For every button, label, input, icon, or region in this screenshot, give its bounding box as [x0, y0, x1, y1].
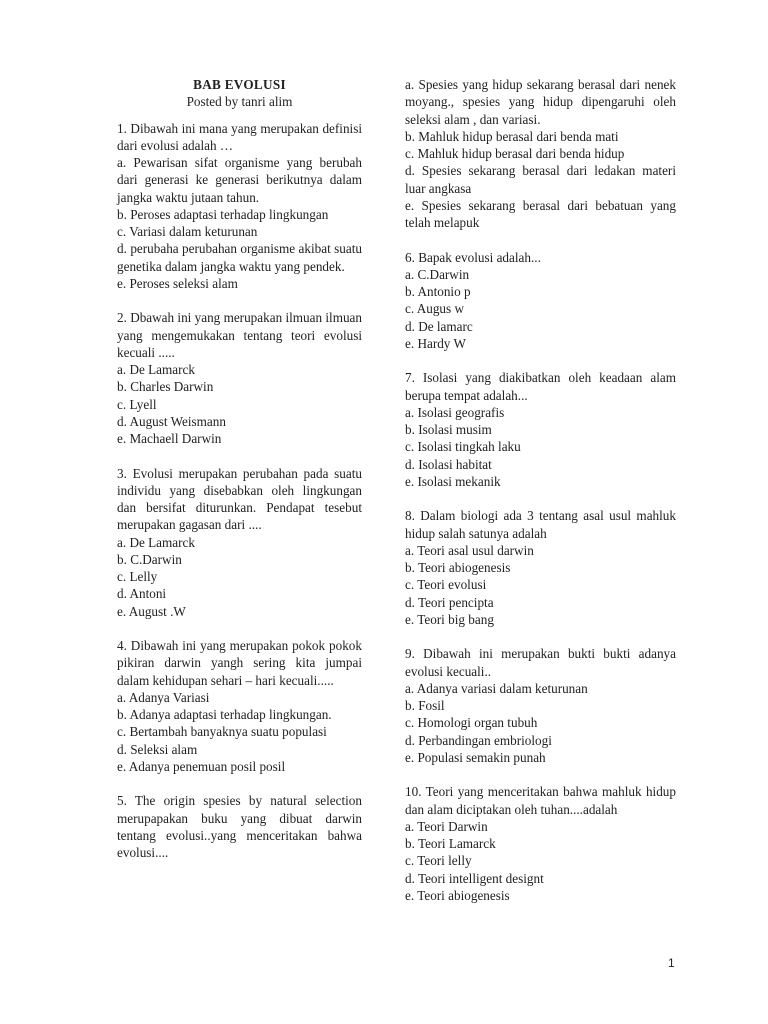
answer-option: c. Bertambah banyaknya suatu populasi	[117, 724, 327, 740]
answer-option: e. Spesies sekarang berasal dari bebatuan yang telah melapuk	[405, 197, 676, 230]
left-column	[117, 76, 362, 879]
question-block	[117, 637, 362, 775]
question-block	[117, 792, 362, 861]
author-line: Posted by tanri alim	[186, 94, 293, 110]
question-block	[117, 120, 362, 293]
answer-option: c. Lelly	[117, 569, 158, 584]
question-block	[405, 783, 676, 904]
answer-option: a. Spesies yang hidup sekarang berasal dari nenek moyang., spesies yang hidup dipengaruhi oleh seleksi alam , dan variasi.	[405, 77, 676, 127]
answer-option: a. Pewarisan sifat organisme yang berubah dari generasi ke generasi berikutnya dalam jangka waktu jutaan tahun.	[117, 155, 362, 205]
answer-option: d. August Weismann	[117, 413, 226, 429]
question-block	[405, 249, 676, 353]
answer-option: a. De Lamarck	[117, 362, 195, 377]
answer-option: b. C.Darwin	[117, 551, 182, 567]
question-block	[405, 369, 676, 490]
answer-option: d. Spesies sekarang berasal dari ledakan materi luar angkasa	[405, 163, 676, 196]
answer-option: c. Mahluk hidup berasal dari benda hidup	[405, 146, 625, 161]
answer-option: c. Variasi dalam keturunan	[117, 224, 258, 239]
answer-option: d. Isolasi habitat	[405, 456, 492, 472]
answer-option: d. Teori intelligent designt	[405, 870, 544, 886]
answer-option: b. Isolasi musim	[405, 422, 492, 437]
question-stem: 4. Dibawah ini yang merupakan pokok pokok pikiran darwin yangh sering kita jumpai dalam kehidupan sehari – hari kecuali.....	[117, 638, 362, 688]
answer-option: e. Isolasi mekanik	[405, 473, 501, 489]
answer-option: d. perubaha perubahan organisme akibat suatu genetika dalam jangka waktu yang pendek.	[117, 241, 362, 274]
question-block	[405, 645, 676, 766]
page-number: 1	[668, 956, 675, 970]
right-questions	[405, 76, 676, 904]
answer-option: a. Adanya variasi dalam keturunan	[405, 680, 588, 696]
answer-option: c. Augus w	[405, 301, 464, 317]
question-block	[117, 309, 362, 447]
left-questions	[117, 120, 362, 862]
document-title: BAB EVOLUSI	[193, 77, 286, 92]
question-stem: 9. Dibawah ini merupakan bukti bukti adanya evolusi kecuali..	[405, 646, 676, 679]
question-block	[117, 465, 362, 620]
answer-option: d. Seleksi alam	[117, 741, 198, 757]
question-stem: 1. Dibawah ini mana yang merupakan definisi dari evolusi adalah …	[117, 120, 362, 153]
answer-option: a. Teori asal usul darwin	[405, 542, 534, 558]
answer-option: e. Hardy W	[405, 335, 466, 351]
answer-option: b. Peroses adaptasi terhadap lingkungan	[117, 206, 329, 222]
answer-option: e. Peroses seleksi alam	[117, 275, 238, 291]
question-stem: 10. Teori yang menceritakan bahwa mahluk hidup dan alam diciptakan oleh tuhan....adalah	[405, 784, 676, 817]
answer-option: d. Perbandingan embriologi	[405, 732, 552, 748]
answer-option: b. Charles Darwin	[117, 379, 214, 395]
answer-option: e. Teori big bang	[405, 611, 494, 627]
question-stem: 2. Dbawah ini yang merupakan ilmuan ilmuan yang mengemukakan tentang teori evolusi kecuali .....	[117, 310, 363, 360]
answer-option: b. Teori abiogenesis	[405, 560, 511, 575]
answer-option: b. Fosil	[405, 698, 445, 713]
right-column	[405, 76, 676, 921]
question-block	[405, 76, 676, 231]
answer-option: a. Adanya Variasi	[117, 689, 210, 705]
answer-option: c. Teori lelly	[405, 853, 472, 869]
answer-option: c. Teori evolusi	[405, 577, 487, 593]
question-block	[405, 507, 676, 628]
answer-option: a. C.Darwin	[405, 266, 470, 282]
answer-option: a. Isolasi geografis	[405, 404, 505, 420]
answer-option: d. Antoni	[117, 586, 167, 602]
answer-option: b. Antonio p	[405, 284, 471, 299]
question-stem: 5. The origin spesies by natural selection merupapakan buku yang dibuat darwin tentang evolusi..yang menceritakan bahwa evolusi....	[117, 793, 362, 860]
answer-option: a. De Lamarck	[117, 534, 195, 550]
answer-option: a. Teori Darwin	[405, 818, 488, 834]
answer-option: e. Teori abiogenesis	[405, 887, 510, 903]
question-stem: 3. Evolusi merupakan perubahan pada suatu individu yang disebabkan oleh lingkungan dan bersifat diturunkan. Pendapat tesebut merupakan gagasan dari ....	[117, 465, 362, 533]
answer-option: c. Isolasi tingkah laku	[405, 439, 521, 455]
question-stem: 8. Dalam biologi ada 3 tentang asal usul mahluk hidup salah satunya adalah	[405, 508, 676, 541]
answer-option: e. Machaell Darwin	[117, 431, 222, 446]
answer-option: d. Teori pencipta	[405, 594, 494, 610]
answer-option: e. Adanya penemuan posil posil	[117, 758, 286, 774]
question-stem: 6. Bapak evolusi adalah...	[405, 249, 541, 265]
question-stem: 7. Isolasi yang diakibatkan oleh keadaan alam berupa tempat adalah...	[405, 370, 676, 403]
answer-option: b. Teori Lamarck	[405, 836, 496, 851]
answer-option: c. Homologi organ tubuh	[405, 715, 538, 731]
answer-option: d. De lamarc	[405, 318, 473, 334]
answer-option: e. August .W	[117, 603, 186, 619]
answer-option: b. Mahluk hidup berasal dari benda mati	[405, 128, 619, 144]
answer-option: e. Populasi semakin punah	[405, 749, 546, 765]
answer-option: b. Adanya adaptasi terhadap lingkungan.	[117, 707, 332, 722]
answer-option: c. Lyell	[117, 396, 157, 412]
